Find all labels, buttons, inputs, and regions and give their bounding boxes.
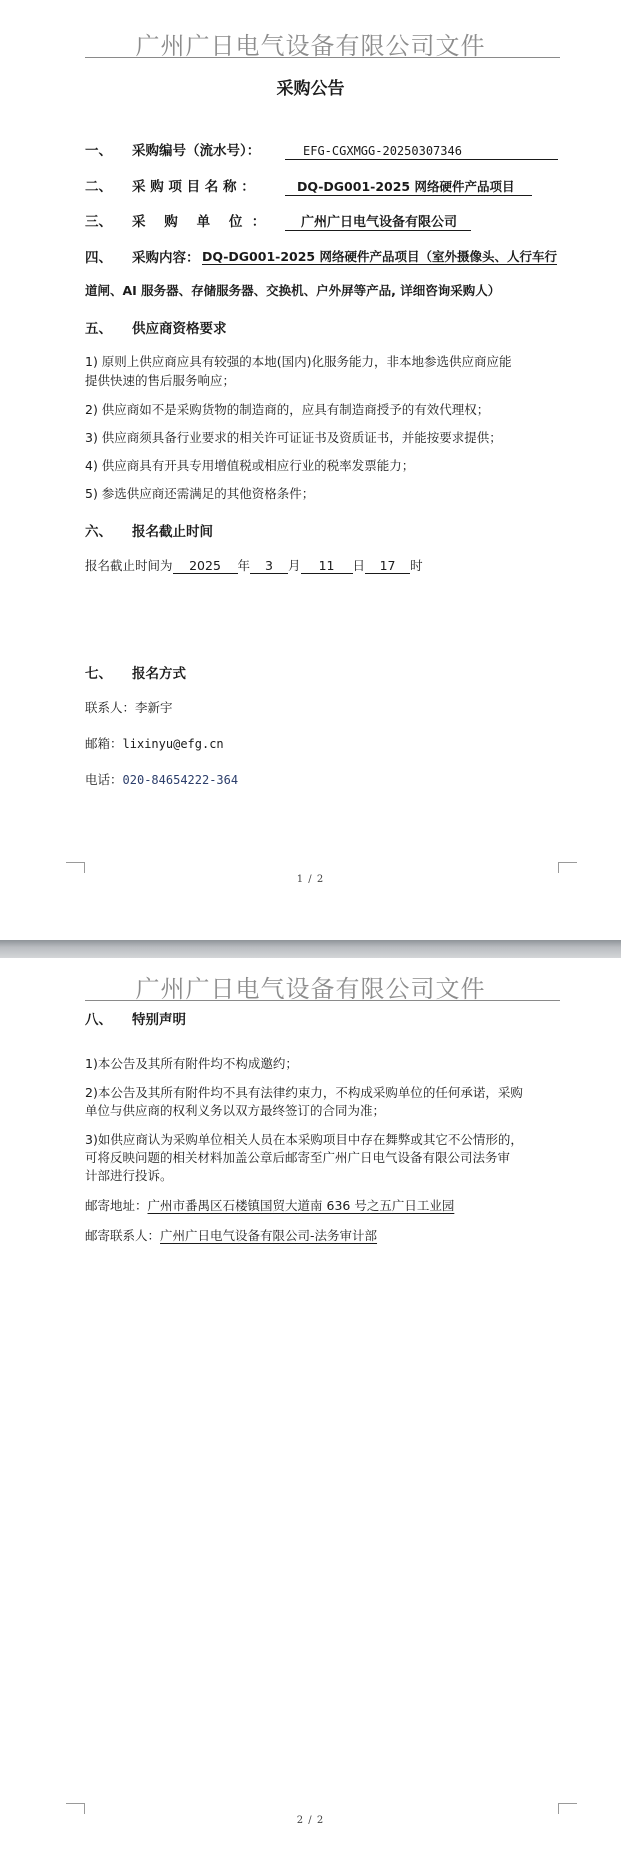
document-title: 采购公告 — [276, 79, 345, 99]
margin-corner-mark — [66, 862, 85, 873]
email-label: 邮箱： — [85, 736, 123, 751]
declaration-item: 3)如供应商认为采购单位相关人员在本采购项目中存在舞弊或其它不公情形的， — [85, 1132, 523, 1147]
declaration-item: 计部进行投诉。 — [85, 1168, 173, 1183]
deadline-prefix: 报名截止时间为 — [85, 558, 173, 573]
project-name-value: DQ-DG001-2025 网络硬件产品项目 — [297, 179, 515, 194]
deadline-month: 3 — [250, 558, 288, 574]
deadline-day-unit: 日 — [352, 558, 366, 573]
deadline-day: 11 — [301, 558, 353, 574]
document-page-2 — [0, 958, 621, 1863]
letterhead-title: 广州广日电气设备有限公司文件 — [135, 32, 486, 60]
section-1-label: 采购编号（流水号）： — [132, 143, 261, 159]
section-5-label: 供应商资格要求 — [132, 321, 227, 337]
section-3-label: 采 购 单 位 ： — [132, 214, 266, 230]
section-6-label: 报名截止时间 — [132, 524, 213, 540]
declaration-item: 单位与供应商的权利义务以双方最终签订的合同为准； — [85, 1103, 386, 1118]
section-4-label: 采购内容： — [132, 250, 200, 266]
qualification-item: 1) 原则上供应商应具有较强的本地(国内)化服务能力，非本地参选供应商应能 — [85, 354, 512, 369]
deadline-year-unit: 年 — [237, 558, 251, 573]
letterhead-rule — [85, 1000, 560, 1001]
qualification-item: 5) 参选供应商还需满足的其他资格条件； — [85, 486, 315, 501]
section-6-number: 六、 — [85, 524, 112, 540]
phone-line — [85, 770, 238, 788]
declaration-item: 2)本公告及其所有附件均不具有法律约束力，不构成采购单位的任何承诺，采购 — [85, 1085, 523, 1100]
section-7-label: 报名方式 — [132, 666, 186, 682]
mail-contact-label: 邮寄联系人： — [85, 1228, 161, 1243]
section-3-number: 三、 — [85, 214, 112, 230]
purchaser-value: 广州广日电气设备有限公司 — [301, 215, 458, 230]
section-4-number: 四、 — [85, 250, 112, 266]
deadline-hour: 17 — [365, 558, 410, 574]
purchase-number-field — [285, 140, 558, 160]
deadline-hour-unit: 时 — [410, 558, 423, 573]
deadline-year: 2025 — [173, 558, 238, 574]
section-8-label: 特别声明 — [132, 1012, 186, 1028]
deadline-month-unit: 月 — [288, 558, 301, 573]
procurement-content-line2: 道闸、AI 服务器、存储服务器、交换机、户外屏等产品, 详细咨询采购人） — [85, 283, 501, 298]
project-name-field — [285, 176, 532, 196]
qualification-item: 4) 供应商具有开具专用增值税或相应行业的税率发票能力； — [85, 458, 415, 473]
margin-corner-mark — [558, 862, 577, 873]
mail-contact-value: 广州广日电气设备有限公司-法务审计部 — [160, 1228, 378, 1243]
purchaser-field — [285, 211, 471, 231]
page-separator — [0, 940, 621, 958]
section-7-number: 七、 — [85, 666, 112, 682]
qualification-item: 3) 供应商须具备行业要求的相关许可证证书及资质证书，并能按要求提供； — [85, 430, 502, 445]
purchase-number-value: EFG-CGXMGG-20250307346 — [303, 144, 462, 158]
email-line — [85, 734, 224, 752]
section-1-number: 一、 — [85, 143, 112, 159]
procurement-content-line1: DQ-DG001-2025 网络硬件产品项目（室外摄像头、人行车行 — [202, 249, 557, 264]
letterhead-title: 广州广日电气设备有限公司文件 — [135, 975, 486, 1003]
phone-label: 电话： — [85, 772, 123, 787]
email-value[interactable]: lixinyu@efg.cn — [122, 737, 224, 751]
section-2-label: 采 购 项 目 名 称 ： — [132, 179, 255, 195]
section-5-number: 五、 — [85, 321, 112, 337]
declaration-item: 可将反映问题的相关材料加盖公章后邮寄至广州广日电气设备有限公司法务审 — [85, 1150, 511, 1165]
letterhead-rule — [85, 57, 560, 58]
margin-corner-mark — [66, 1803, 85, 1814]
declaration-item: 1)本公告及其所有附件均不构成邀约； — [85, 1056, 298, 1071]
deadline-line — [85, 556, 423, 574]
contact-name: 李新宇 — [135, 700, 173, 715]
contact-line — [85, 698, 173, 716]
page-number: 2 / 2 — [296, 1815, 325, 1826]
mail-address-value: 广州市番禺区石楼镇国贸大道南 636 号之五广日工业园 — [147, 1198, 455, 1213]
section-2-number: 二、 — [85, 179, 112, 195]
mail-address-line — [85, 1196, 454, 1214]
margin-corner-mark — [558, 1803, 577, 1814]
phone-value: 020-84654222-364 — [122, 773, 239, 787]
qualification-item: 2) 供应商如不是采购货物的制造商的，应具有制造商授予的有效代理权； — [85, 402, 490, 417]
mail-address-label: 邮寄地址： — [85, 1198, 148, 1213]
qualification-item: 提供快速的售后服务响应； — [85, 373, 236, 388]
contact-label: 联系人： — [85, 700, 136, 715]
page-number: 1 / 2 — [296, 874, 325, 885]
section-8-number: 八、 — [85, 1012, 112, 1028]
mail-contact-line — [85, 1226, 377, 1244]
